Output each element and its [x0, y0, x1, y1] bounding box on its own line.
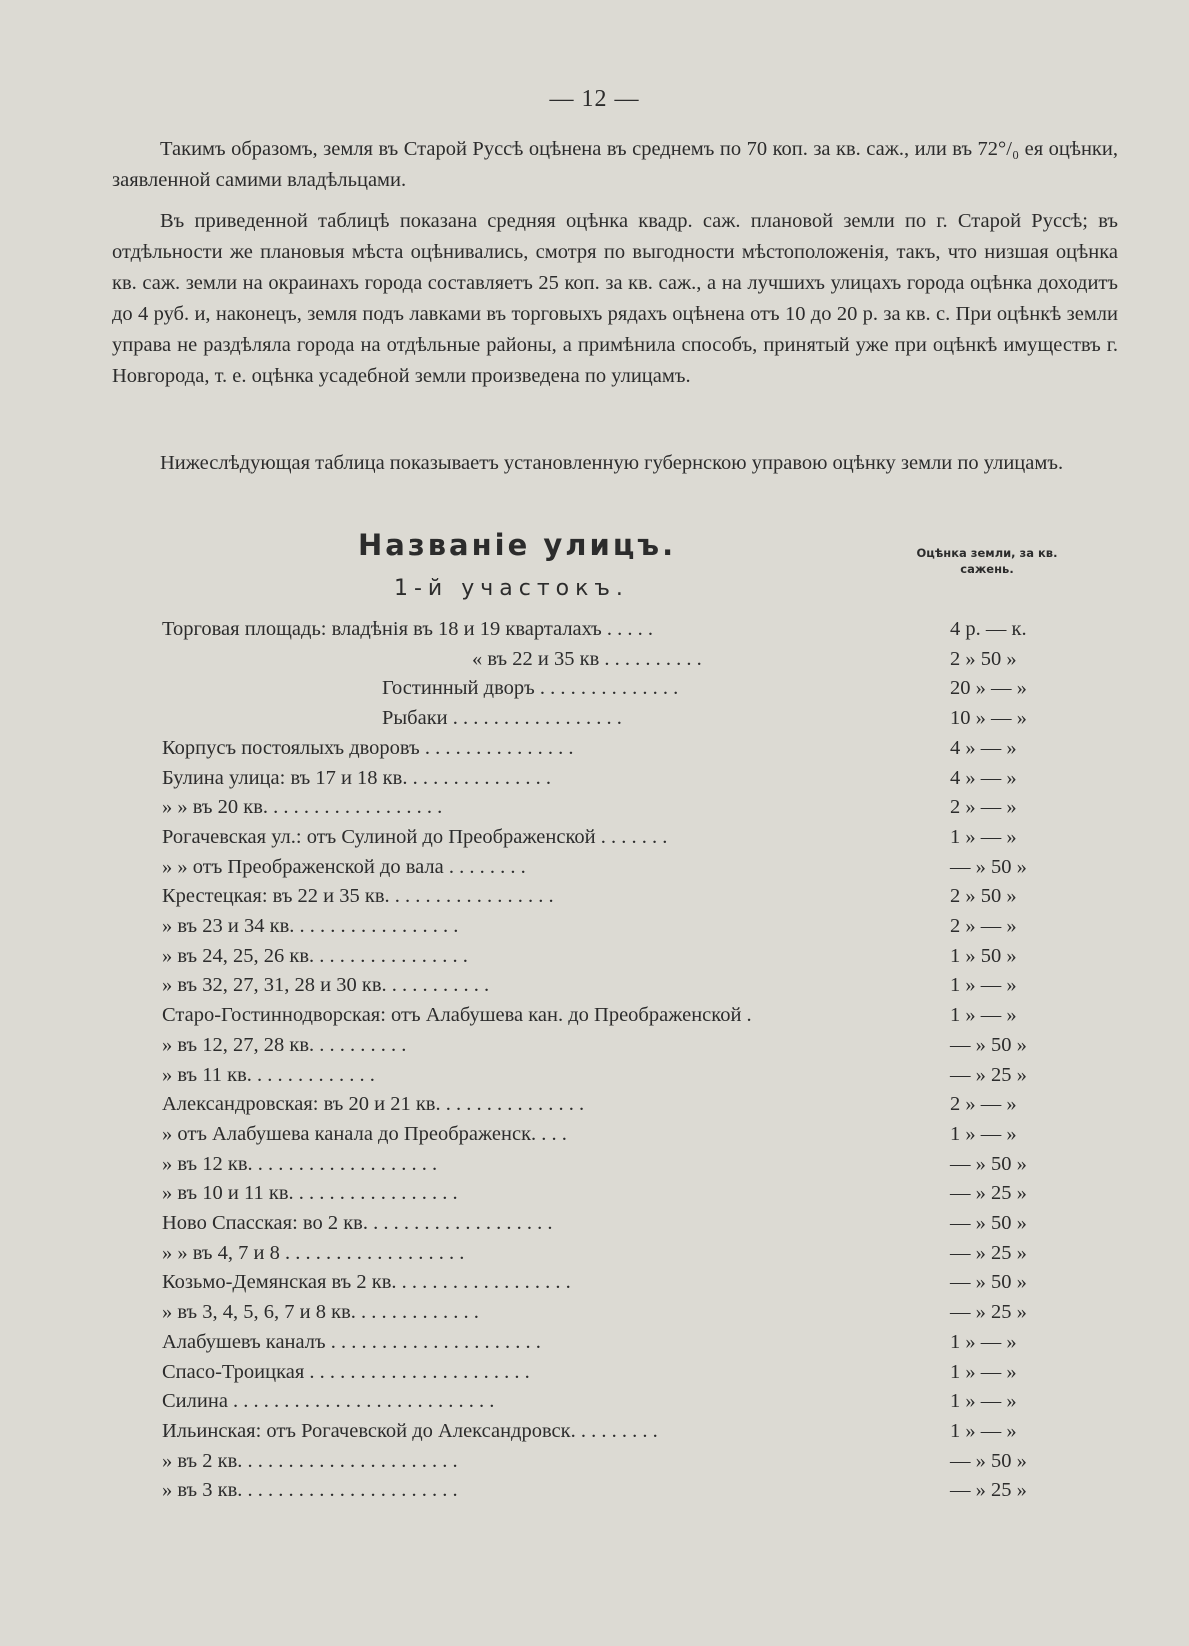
row-value: — » 50 » [950, 1212, 1027, 1234]
table-row [0, 911, 1189, 941]
row-value: — » 25 » [950, 1063, 1027, 1086]
table-row [0, 673, 1189, 703]
table-row [0, 1297, 1189, 1327]
table-row [0, 1327, 1189, 1357]
row-label: » въ 11 кв. . . . . . . . . . . . . [162, 1063, 375, 1086]
row-label: » въ 23 и 34 кв. . . . . . . . . . . . . . . . . [162, 915, 459, 937]
table-row [0, 1000, 1189, 1030]
row-label: » » отъ Преображенской до вала . . . . . . . . [162, 855, 526, 878]
table-row [0, 1208, 1189, 1238]
row-value: 1 » — » [950, 825, 1017, 848]
row-value: — » 25 » [950, 1301, 1027, 1324]
row-label: Торговая площадь: владѣнія въ 18 и 19 кварталахъ . . . . . [162, 618, 653, 640]
table-row [0, 733, 1189, 763]
table-row [0, 1446, 1189, 1476]
row-value: 10 » — » [950, 707, 1027, 730]
table-row [0, 1357, 1189, 1387]
column-header: Оцѣнка земли, за кв. сажень. [916, 546, 1058, 576]
row-value: 1 » — » [950, 974, 1017, 997]
paragraph-details: Въ приведенной таблицѣ показана средняя оцѣнка квадр. саж. плановой земли по г. Старой Руссѣ; въ отдѣльности же плановыя мѣста оцѣнивались, смотря по выгодности мѣстоположенія, такъ, что низшая оцѣнка кв. саж. земли на окраинахъ города составляетъ 25 коп. за кв. саж., а на лучшихъ улицахъ города оцѣнка доходитъ до 4 руб. и, наконецъ, земля подъ лавками въ торговыхъ рядахъ оцѣнена отъ 10 до 20 р. за кв. с. При оцѣнкѣ земли управа не раздѣляла города на отдѣльные районы, а примѣнила способъ, принятый уже при оцѣнкѣ имуществъ г. Новгорода, т. е. оцѣнка усадебной земли произведена по улицамъ. [112, 210, 1118, 387]
table-row [0, 822, 1189, 852]
row-label: Козьмо-Демянская въ 2 кв. . . . . . . . . . . . . . . . . . [162, 1271, 571, 1294]
row-label: Силина . . . . . . . . . . . . . . . . . . . . . . . . . . [162, 1390, 495, 1413]
table-row [0, 763, 1189, 793]
table-row [0, 792, 1189, 822]
row-label: Ново Спасская: во 2 кв. . . . . . . . . . . . . . . . . . . [162, 1212, 553, 1234]
row-label: » въ 24, 25, 26 кв. . . . . . . . . . . . . . . . [162, 944, 468, 967]
row-value: — » 50 » [950, 1152, 1027, 1175]
section-heading: 1-й участокъ. [394, 576, 629, 601]
table-title: Названіе улицъ. [358, 528, 677, 562]
row-label: Алабушевъ каналъ . . . . . . . . . . . . . . . . . . . . . [162, 1330, 541, 1353]
row-value: — » 25 » [950, 1182, 1027, 1205]
row-label: » въ 2 кв. . . . . . . . . . . . . . . . . . . . . . [162, 1449, 458, 1472]
row-value: 4 » — » [950, 736, 1017, 759]
row-value: 2 » 50 » [950, 647, 1017, 670]
paragraph-summary: Такимъ образомъ, земля въ Старой Руссѣ оцѣнена въ среднемъ по 70 коп. за кв. саж., или въ 72°/₀ ея оцѣнки, заявленной самими владѣльцами. [112, 138, 1118, 191]
row-value: — » 50 » [950, 1033, 1027, 1056]
row-label: Старо-Гостиннодворская: отъ Алабушева кан. до Преображенской . [162, 1004, 752, 1027]
row-label: » въ 3 кв. . . . . . . . . . . . . . . . . . . . . . [162, 1479, 458, 1502]
table-row [0, 1475, 1189, 1505]
row-value: — » 50 » [950, 1449, 1027, 1472]
row-label: » въ 12 кв. . . . . . . . . . . . . . . . . . . [162, 1152, 438, 1175]
table-row [0, 1386, 1189, 1416]
row-label: Рыбаки . . . . . . . . . . . . . . . . . [382, 707, 622, 730]
row-label: » въ 12, 27, 28 кв. . . . . . . . . . [162, 1033, 407, 1056]
row-label: » въ 10 и 11 кв. . . . . . . . . . . . . . . . . [162, 1182, 458, 1205]
table-row [0, 1416, 1189, 1446]
row-value: 1 » — » [950, 1419, 1017, 1442]
paragraph-table-intro: Нижеслѣдующая таблица показываетъ установленную губернскою управою оцѣнку земли по улицамъ. [160, 452, 1064, 474]
row-label: Булина улица: въ 17 и 18 кв. . . . . . . . . . . . . . . [162, 766, 551, 789]
row-value: 1 » — » [950, 1390, 1017, 1413]
row-label: Спасо-Троицкая . . . . . . . . . . . . . . . . . . . . . . [162, 1360, 530, 1383]
row-value: 4 р. — к. [950, 618, 1027, 640]
table-row [0, 1178, 1189, 1208]
table-row [0, 941, 1189, 971]
table-row [0, 1238, 1189, 1268]
row-value: 2 » 50 » [950, 885, 1017, 908]
table-row [0, 1149, 1189, 1179]
row-label: Крестецкая: въ 22 и 35 кв. . . . . . . . . . . . . . . . . [162, 885, 554, 908]
row-value: — » 50 » [950, 1271, 1027, 1294]
row-label: » » въ 4, 7 и 8 . . . . . . . . . . . . . . . . . . [162, 1241, 465, 1264]
row-value: 1 » 50 » [950, 944, 1017, 967]
row-label: » » въ 20 кв. . . . . . . . . . . . . . . . . . [162, 796, 443, 819]
row-label: » отъ Алабушева канала до Преображенск. . . . [162, 1122, 567, 1145]
row-value: 1 » — » [950, 1004, 1017, 1027]
table-row [0, 881, 1189, 911]
page-number: — 12 — [549, 86, 640, 112]
row-label: Рогачевская ул.: отъ Сулиной до Преображенской . . . . . . . [162, 825, 668, 848]
row-value: — » 50 » [950, 855, 1027, 878]
table-row [0, 1030, 1189, 1060]
row-value: 20 » — » [950, 677, 1027, 700]
row-label: » въ 3, 4, 5, 6, 7 и 8 кв. . . . . . . . . . . . . [162, 1301, 479, 1324]
row-label: Ильинская: отъ Рогачевской до Александровск. . . . . . . . . [162, 1419, 658, 1442]
table-row [0, 644, 1189, 674]
table-row [0, 970, 1189, 1000]
table-row [0, 1060, 1189, 1090]
row-value: 1 » — » [950, 1330, 1017, 1353]
row-value: 1 » — » [950, 1122, 1017, 1145]
table-row [0, 614, 1189, 644]
row-value: 4 » — » [950, 766, 1017, 789]
row-value: — » 25 » [950, 1241, 1027, 1264]
row-value: 1 » — » [950, 1360, 1017, 1383]
row-value: — » 25 » [950, 1479, 1027, 1502]
row-label: Корпусъ постоялыхъ дворовъ . . . . . . . . . . . . . . . [162, 736, 574, 759]
row-label: » въ 32, 27, 31, 28 и 30 кв. . . . . . . . . . . [162, 974, 490, 997]
table-row [0, 1119, 1189, 1149]
row-label: Александровская: въ 20 и 21 кв. . . . . . . . . . . . . . . [162, 1093, 585, 1116]
table-row [0, 1089, 1189, 1119]
table-row [0, 1267, 1189, 1297]
row-value: 2 » — » [950, 796, 1017, 819]
row-value: 2 » — » [950, 915, 1017, 937]
row-label: « въ 22 и 35 кв . . . . . . . . . . [472, 647, 702, 670]
table-row [0, 852, 1189, 882]
table-row [0, 703, 1189, 733]
row-label: Гостинный дворъ . . . . . . . . . . . . . . [382, 677, 679, 700]
row-value: 2 » — » [950, 1093, 1017, 1116]
